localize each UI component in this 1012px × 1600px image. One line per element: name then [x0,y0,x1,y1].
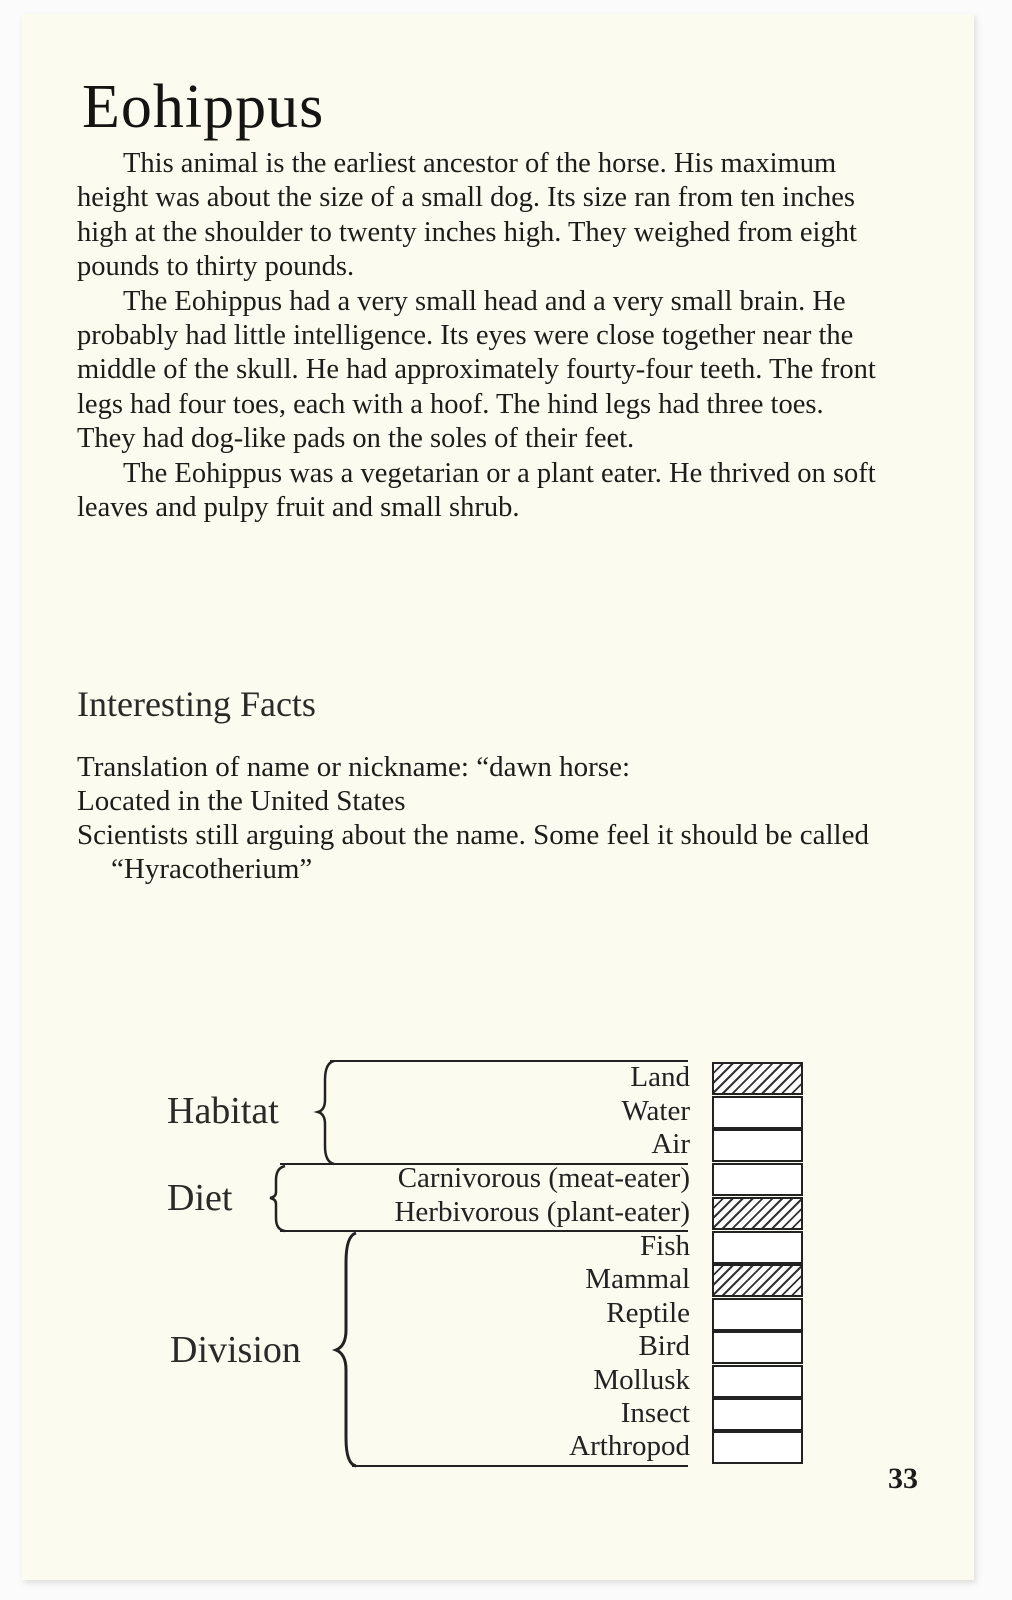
fact-item: Located in the United States [77,785,406,817]
row-label: Mollusk [593,1364,690,1396]
row-label: Carnivorous (meat-eater) [397,1162,690,1194]
row-label: Insect [620,1397,690,1429]
row-label: Mammal [585,1263,690,1295]
checked-box [712,1062,803,1095]
row-label: Arthropod [569,1430,690,1462]
paragraph: The Eohippus was a vegetarian or a plant eater. He thrived on soft leaves and pulpy fruit and small shrub. [77,457,876,524]
fact-item: Translation of name or nickname: “dawn horse: [77,751,631,783]
empty-box [712,1398,803,1431]
row-label: Fish [640,1230,690,1262]
row-label: Reptile [606,1297,690,1329]
row-label: Water [621,1095,690,1127]
page-number: 33 [888,1462,918,1495]
empty-box [712,1231,803,1264]
fact-item: Scientists still arguing about the name. Some feel it should be called “Hyracotherium” [77,819,869,885]
checked-box [712,1197,803,1230]
row-label: Herbivorous (plant-eater) [394,1196,690,1228]
row-label: Bird [638,1330,690,1362]
diet-label: Diet [167,1177,233,1219]
facts-heading: Interesting Facts [77,684,316,724]
empty-box [712,1163,803,1196]
empty-box [712,1431,803,1464]
empty-box [712,1298,803,1331]
empty-box [712,1096,803,1129]
row-label: Air [651,1128,690,1160]
habitat-label: Habitat [167,1090,279,1132]
page-title: Eohippus [82,73,325,141]
empty-box [712,1129,803,1162]
division-label: Division [170,1329,301,1371]
paragraph: This animal is the earliest ancestor of the horse. His maximum height was about the size of a small dog. Its size ran from ten inches high at the shoulder to twenty inches high. They weighed from eight pounds to thirty pounds. [77,148,857,283]
empty-box [712,1331,803,1364]
checked-box [712,1264,803,1297]
paragraph: The Eohippus had a very small head and a very small brain. He probably had little intelligence. Its eyes were close together near the middle of the skull. He had approximately fourty-four teeth. The front legs had four toes, each with a hoof. The hind legs had three toes. They had dog-like pads on the soles of their feet. [77,285,876,455]
empty-box [712,1365,803,1398]
row-label: Land [630,1061,690,1093]
